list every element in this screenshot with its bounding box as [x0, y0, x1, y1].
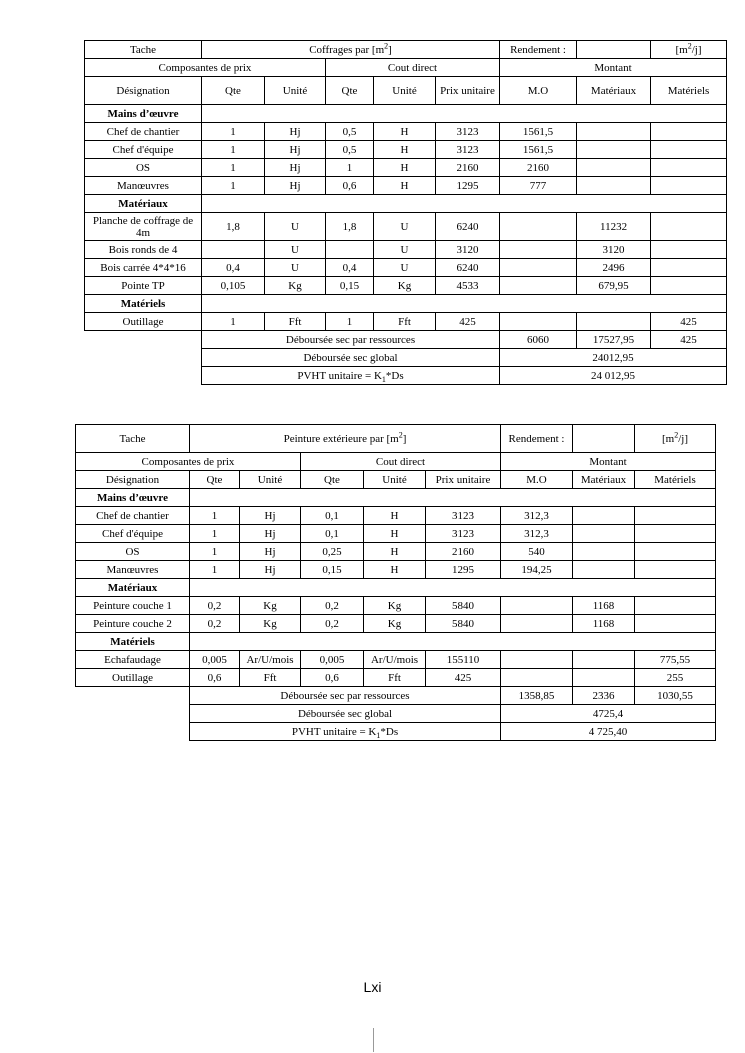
task-title [190, 425, 501, 453]
table-coffrages [84, 40, 727, 385]
designation-cell: Chef d'équipe [85, 141, 202, 159]
qte2-cell [326, 241, 374, 259]
materiels-cell [651, 213, 727, 241]
prix-unitaire-header: Prix unitaire [436, 77, 500, 105]
materiels-cell: 425 [651, 313, 727, 331]
table-row [76, 561, 716, 579]
unite2-header: Unité [374, 77, 436, 105]
table-row [76, 543, 716, 561]
mo-cell [500, 277, 577, 295]
materiaux-cell [577, 123, 651, 141]
designation-cell: Echafaudage [76, 651, 190, 669]
unite-cell: Hj [265, 141, 326, 159]
materiaux-cell [577, 313, 651, 331]
unite-cell: Hj [265, 159, 326, 177]
prix-unitaire-cell: 5840 [426, 615, 501, 633]
unite2-cell: H [364, 543, 426, 561]
designation-cell: OS [85, 159, 202, 177]
mo-cell: 1561,5 [500, 123, 577, 141]
qte-cell: 1 [190, 507, 240, 525]
text-part: Peinture extérieure par [m [283, 432, 399, 445]
prix-unitaire-cell: 6240 [436, 259, 500, 277]
materiaux-cell: 2496 [577, 259, 651, 277]
materiels-cell [635, 525, 716, 543]
mo-cell: 194,25 [501, 561, 573, 579]
qte-cell: 1 [202, 141, 265, 159]
unite2-cell: U [374, 213, 436, 241]
qte2-cell: 0,15 [326, 277, 374, 295]
mo-cell: 540 [501, 543, 573, 561]
prix-unitaire-cell: 155110 [426, 651, 501, 669]
unite2-cell: U [374, 259, 436, 277]
prix-unitaire-cell: 3120 [436, 241, 500, 259]
materiaux-cell: 1168 [573, 597, 635, 615]
unite-cell: Fft [265, 313, 326, 331]
materiaux-cell [577, 159, 651, 177]
unite2-cell: H [364, 525, 426, 543]
unite2-cell: H [374, 123, 436, 141]
unite-header: Unité [265, 77, 326, 105]
qte2-cell: 0,005 [301, 651, 364, 669]
unite2-cell: H [364, 507, 426, 525]
unite-cell: U [265, 259, 326, 277]
designation-cell: OS [76, 543, 190, 561]
rendement-label: Rendement : [501, 425, 573, 453]
task-row [76, 425, 716, 453]
qte-header: Qte [202, 77, 265, 105]
blank-cell [85, 349, 202, 367]
table-row [85, 259, 727, 277]
prix-unitaire-cell: 1295 [436, 177, 500, 195]
qte2-header: Qte [326, 77, 374, 105]
mo-cell [501, 597, 573, 615]
montant-header: Montant [500, 59, 727, 77]
qte2-cell: 0,6 [301, 669, 364, 687]
materiels-cell: 255 [635, 669, 716, 687]
designation-cell: Bois carrée 4*4*16 [85, 259, 202, 277]
text-part: PVHT unitaire = K [297, 369, 382, 382]
superscript: 2 [398, 429, 403, 439]
text-part: *Ds [380, 725, 399, 738]
designation-header: Désignation [76, 471, 190, 489]
prix-unitaire-cell: 3123 [426, 507, 501, 525]
section-materiels: Matériels [76, 633, 190, 651]
qte-cell: 0,2 [190, 615, 240, 633]
qte-cell: 1 [190, 561, 240, 579]
table-row [85, 277, 727, 295]
deb-mat: 17527,95 [577, 331, 651, 349]
tache-label: Tache [85, 41, 202, 59]
prix-unitaire-cell: 425 [436, 313, 500, 331]
unite2-cell: U [374, 241, 436, 259]
deb-global: 24012,95 [500, 349, 727, 367]
table-peinture [75, 424, 716, 741]
qte2-cell: 0,2 [301, 597, 364, 615]
materiels-cell [635, 615, 716, 633]
materiels-cell [651, 277, 727, 295]
table-row [85, 313, 727, 331]
qte-cell: 0,2 [190, 597, 240, 615]
materiels-cell [651, 241, 727, 259]
unite-cell: Kg [240, 597, 301, 615]
prix-unitaire-cell: 3123 [426, 525, 501, 543]
tache-label: Tache [76, 425, 190, 453]
text-part: *Ds [385, 369, 404, 382]
task-row [85, 41, 727, 59]
totals-row [76, 705, 716, 723]
blank-cell [76, 723, 190, 741]
mo-cell [500, 213, 577, 241]
text-part: ] [402, 432, 407, 445]
designation-cell: Chef d'équipe [76, 525, 190, 543]
materiels-cell [635, 561, 716, 579]
table-row [85, 159, 727, 177]
materiels-header: Matériels [635, 471, 716, 489]
designation-cell: Peinture couche 2 [76, 615, 190, 633]
section-row [85, 295, 727, 313]
designation-cell: Manœuvres [76, 561, 190, 579]
mo-cell [501, 669, 573, 687]
qte2-cell: 0,1 [301, 507, 364, 525]
prix-unitaire-cell: 2160 [426, 543, 501, 561]
prix-unitaire-cell: 3123 [436, 123, 500, 141]
designation-cell: Chef de chantier [76, 507, 190, 525]
section-materiaux: Matériaux [85, 195, 202, 213]
qte-cell: 0,4 [202, 259, 265, 277]
table-row [85, 241, 727, 259]
section-filler [202, 295, 727, 313]
totals-row [85, 367, 727, 385]
section-row [76, 633, 716, 651]
totals-row [85, 331, 727, 349]
unite2-cell: Kg [364, 615, 426, 633]
unite2-cell: H [374, 177, 436, 195]
unite-cell: Fft [240, 669, 301, 687]
section-filler [190, 489, 716, 507]
pvht-label [202, 367, 500, 385]
materiaux-cell [577, 177, 651, 195]
qte2-cell: 0,2 [301, 615, 364, 633]
materiaux-cell [573, 525, 635, 543]
prix-unitaire-cell: 6240 [436, 213, 500, 241]
materiels-cell [635, 597, 716, 615]
unite2-header: Unité [364, 471, 426, 489]
materiels-header: Matériels [651, 77, 727, 105]
section-row [85, 105, 727, 123]
qte-cell: 1 [202, 123, 265, 141]
section-row [76, 579, 716, 597]
table-row [85, 123, 727, 141]
rendement-value [577, 41, 651, 59]
rendement-unit [635, 425, 716, 453]
mo-cell [500, 259, 577, 277]
qte2-cell: 1 [326, 313, 374, 331]
materiaux-cell [573, 561, 635, 579]
mo-cell [500, 313, 577, 331]
unite2-cell: Kg [374, 277, 436, 295]
unite-cell: U [265, 241, 326, 259]
prix-unitaire-cell: 4533 [436, 277, 500, 295]
prix-unitaire-header: Prix unitaire [426, 471, 501, 489]
table-row [76, 507, 716, 525]
unite2-cell: H [364, 561, 426, 579]
qte2-cell: 0,1 [301, 525, 364, 543]
section-filler [190, 579, 716, 597]
designation-header: Désignation [85, 77, 202, 105]
section-row [76, 489, 716, 507]
rendement-value [573, 425, 635, 453]
group-header-row [85, 59, 727, 77]
qte-cell: 1 [202, 177, 265, 195]
page-number: Lxi [363, 979, 382, 995]
materiels-cell [635, 543, 716, 561]
blank-cell [85, 331, 202, 349]
table-row [85, 213, 727, 241]
materiels-cell [651, 177, 727, 195]
unite2-cell: Kg [364, 597, 426, 615]
cout-direct-header: Cout direct [301, 453, 501, 471]
materiaux-cell: 11232 [577, 213, 651, 241]
designation-cell: Chef de chantier [85, 123, 202, 141]
mo-cell [501, 615, 573, 633]
text-part: [m [661, 432, 675, 445]
materiaux-cell [573, 669, 635, 687]
qte2-cell: 0,5 [326, 123, 374, 141]
deb-global-label: Déboursée sec global [202, 349, 500, 367]
deb-mat: 2336 [573, 687, 635, 705]
materiels-cell: 775,55 [635, 651, 716, 669]
pvht-label [190, 723, 501, 741]
materiaux-cell [573, 543, 635, 561]
materiaux-cell [573, 507, 635, 525]
deb-mo: 1358,85 [501, 687, 573, 705]
qte-cell: 0,6 [190, 669, 240, 687]
deb-mo: 6060 [500, 331, 577, 349]
table-row [76, 615, 716, 633]
materiaux-header: Matériaux [577, 77, 651, 105]
unite-cell: Kg [240, 615, 301, 633]
qte-header: Qte [190, 471, 240, 489]
unite2-cell: Ar/U/mois [364, 651, 426, 669]
qte2-cell: 0,25 [301, 543, 364, 561]
prix-unitaire-cell: 5840 [426, 597, 501, 615]
footer-rule [373, 1028, 374, 1052]
deb-global-label: Déboursée sec global [190, 705, 501, 723]
section-materiaux: Matériaux [76, 579, 190, 597]
qte2-cell: 1,8 [326, 213, 374, 241]
group-header-row [76, 453, 716, 471]
unite-cell: Hj [240, 525, 301, 543]
prix-unitaire-cell: 3123 [436, 141, 500, 159]
montant-header: Montant [501, 453, 716, 471]
table-row [85, 141, 727, 159]
qte-cell: 0,105 [202, 277, 265, 295]
qte-cell: 1,8 [202, 213, 265, 241]
section-mains: Mains d’œuvre [76, 489, 190, 507]
mo-cell [500, 241, 577, 259]
section-filler [202, 195, 727, 213]
mo-cell: 2160 [500, 159, 577, 177]
qte2-cell: 0,6 [326, 177, 374, 195]
unite-cell: Hj [265, 177, 326, 195]
section-row [85, 195, 727, 213]
unite-cell: Hj [240, 561, 301, 579]
materiels-cell [651, 141, 727, 159]
unite-cell: U [265, 213, 326, 241]
column-header-row [76, 471, 716, 489]
designation-cell: Planche de coffrage de 4m [85, 213, 202, 241]
mo-cell: 312,3 [501, 525, 573, 543]
materiaux-cell: 679,95 [577, 277, 651, 295]
unite2-cell: H [374, 159, 436, 177]
rendement-unit: $[m^2/j]$ [651, 41, 727, 59]
prix-unitaire-cell: 1295 [426, 561, 501, 579]
text-part: /j] [678, 432, 688, 445]
prix-unitaire-cell: 425 [426, 669, 501, 687]
totals-row [85, 349, 727, 367]
task-title: Coffrages par $[m^2]$ [202, 41, 500, 59]
mo-cell: 777 [500, 177, 577, 195]
table-row [85, 177, 727, 195]
qte2-header: Qte [301, 471, 364, 489]
table-row [76, 525, 716, 543]
superscript: 2 [674, 429, 679, 439]
materiels-cell [651, 159, 727, 177]
materiaux-cell [573, 651, 635, 669]
deb-global: 4725,4 [501, 705, 716, 723]
qte-cell: 1 [190, 525, 240, 543]
section-filler [190, 633, 716, 651]
materiaux-cell: 1168 [573, 615, 635, 633]
table-row [76, 651, 716, 669]
unite-cell: Ar/U/mois [240, 651, 301, 669]
deb-mtl: 425 [651, 331, 727, 349]
unite2-cell: H [374, 141, 436, 159]
composantes-header: Composantes de prix [85, 59, 326, 77]
unite2-cell: Fft [374, 313, 436, 331]
prix-unitaire-cell: 2160 [436, 159, 500, 177]
totals-row [76, 723, 716, 741]
section-materiels: Matériels [85, 295, 202, 313]
qte-cell: 0,005 [190, 651, 240, 669]
qte2-cell: 0,4 [326, 259, 374, 277]
mo-cell [501, 651, 573, 669]
composantes-header: Composantes de prix [76, 453, 301, 471]
qte2-cell: 0,5 [326, 141, 374, 159]
blank-cell [85, 367, 202, 385]
materiels-cell [651, 123, 727, 141]
unite2-cell: Fft [364, 669, 426, 687]
mo-cell: 1561,5 [500, 141, 577, 159]
unite-cell: Kg [265, 277, 326, 295]
table-row [76, 669, 716, 687]
cout-direct-header: Cout direct [326, 59, 500, 77]
text-part: PVHT unitaire = K [291, 725, 377, 738]
qte-cell: 1 [202, 313, 265, 331]
designation-cell: Manœuvres [85, 177, 202, 195]
unite-cell: Hj [240, 543, 301, 561]
subscript: 1 [376, 730, 381, 740]
qte-cell: 1 [202, 159, 265, 177]
materiaux-header: Matériaux [573, 471, 635, 489]
materiels-cell [651, 259, 727, 277]
qte-cell: 1 [190, 543, 240, 561]
unite-cell: Hj [265, 123, 326, 141]
subscript: 1 [381, 374, 386, 384]
rendement-label: Rendement : [500, 41, 577, 59]
pvht-value: 4 725,40 [501, 723, 716, 741]
qte-cell [202, 241, 265, 259]
blank-cell [76, 687, 190, 705]
section-mains: Mains d’œuvre [85, 105, 202, 123]
qte2-cell: 0,15 [301, 561, 364, 579]
column-header-row [85, 77, 727, 105]
designation-cell: Peinture couche 1 [76, 597, 190, 615]
deb-ressources-label: Déboursée sec par ressources [190, 687, 501, 705]
pvht-value: 24 012,95 [500, 367, 727, 385]
unite-header: Unité [240, 471, 301, 489]
materiaux-cell [577, 141, 651, 159]
designation-cell: Pointe TP [85, 277, 202, 295]
totals-row [76, 687, 716, 705]
mo-cell: 312,3 [501, 507, 573, 525]
designation-cell: Outillage [85, 313, 202, 331]
designation-cell: Bois ronds de 4 [85, 241, 202, 259]
mo-header: M.O [501, 471, 573, 489]
table-row [76, 597, 716, 615]
materiaux-cell: 3120 [577, 241, 651, 259]
blank-cell [76, 705, 190, 723]
qte2-cell: 1 [326, 159, 374, 177]
deb-mtl: 1030,55 [635, 687, 716, 705]
mo-header: M.O [500, 77, 577, 105]
materiels-cell [635, 507, 716, 525]
deb-ressources-label: Déboursée sec par ressources [202, 331, 500, 349]
designation-cell: Outillage [76, 669, 190, 687]
unite-cell: Hj [240, 507, 301, 525]
